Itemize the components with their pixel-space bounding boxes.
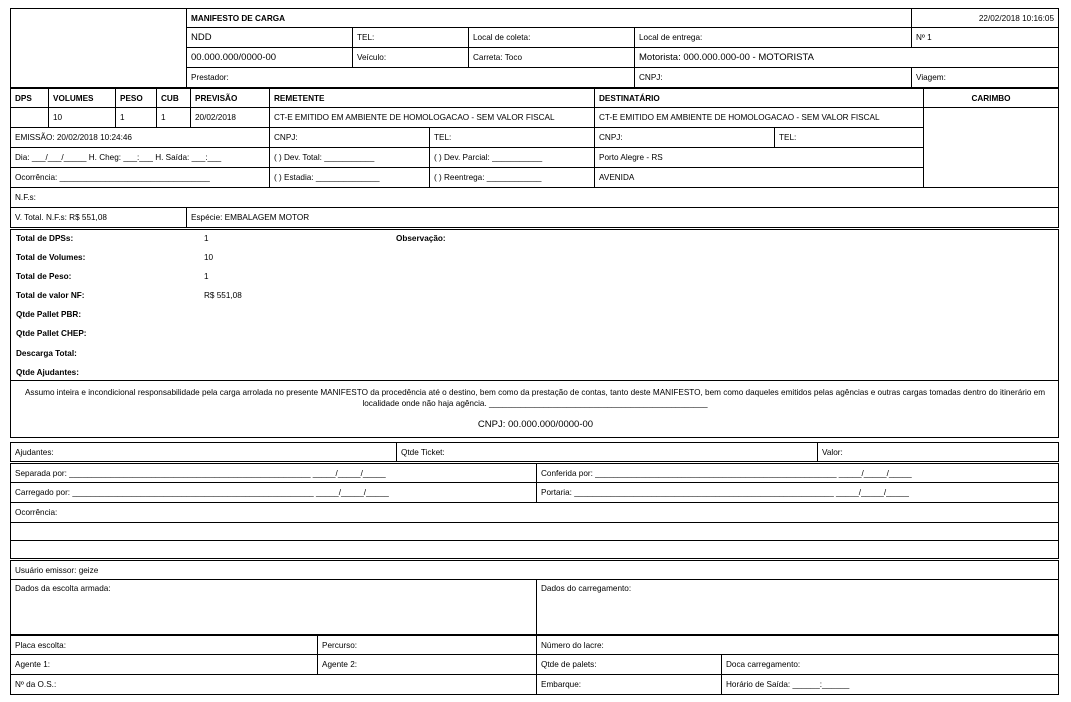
dev-total-field: ( ) Dev. Total: ___________ xyxy=(269,147,430,168)
col-header-peso: PESO xyxy=(115,88,157,108)
doca-field: Doca carregamento: xyxy=(721,654,1059,675)
valor-total-nfs: V. Total. N.F.s: R$ 551,08 xyxy=(10,207,187,228)
horario-saida-field: Horário de Saída: ______:______ xyxy=(721,674,1059,695)
carreta-field: Carreta: Toco xyxy=(468,47,635,68)
viagem-field: Viagem: xyxy=(911,67,1059,88)
ocorrencia-field: Ocorrência: _________________________________ xyxy=(10,167,270,188)
motorista-field: Motorista: 000.000.000-00 - MOTORISTA xyxy=(634,47,1059,68)
cell-dps xyxy=(10,107,49,128)
col-header-cub: CUB xyxy=(156,88,191,108)
declaration-cnpj: CNPJ: 00.000.000/0000-00 xyxy=(477,419,594,430)
tel-field: TEL: xyxy=(352,27,469,48)
dia-field: Dia: ___/___/_____ H. Cheg: ___:___ H. Saída: ___:___ xyxy=(10,147,270,168)
lacre-field: Número do lacre: xyxy=(536,635,1059,655)
observacao-label: Observação: xyxy=(396,234,446,243)
destinatario-tel: TEL: xyxy=(774,127,924,148)
destinatario-cidade: Porto Alegre - RS xyxy=(594,147,924,168)
separada-field: Separada por: _____________________________________________________ _____/_____/_____ xyxy=(10,463,537,483)
col-header-destinatario: DESTINATÁRIO xyxy=(594,88,924,108)
agente2-field: Agente 2: xyxy=(317,654,537,675)
total-label: Qtde Pallet CHEP: xyxy=(16,329,87,338)
destinatario-endereco: AVENIDA xyxy=(594,167,924,188)
ndd-field: NDD xyxy=(186,27,353,48)
header-cnpj-field: CNPJ: xyxy=(634,67,912,88)
logo-area xyxy=(10,8,187,88)
total-label: Descarga Total: xyxy=(16,349,77,358)
qtde-palets-field: Qtde de palets: xyxy=(536,654,722,675)
veiculo-field: Veículo: xyxy=(352,47,469,68)
valor-field: Valor: xyxy=(817,442,1059,462)
dev-parcial-field: ( ) Dev. Parcial: ___________ xyxy=(429,147,595,168)
cell-peso: 1 xyxy=(115,107,157,128)
placa-escolta-field: Placa escolta: xyxy=(10,635,318,655)
cell-volumes: 10 xyxy=(48,107,116,128)
total-value: 1 xyxy=(204,234,209,243)
manifest-datetime: 22/02/2018 10:16:05 xyxy=(911,8,1059,28)
col-header-volumes: VOLUMES xyxy=(48,88,116,108)
reentrega-field: ( ) Reentrega: ____________ xyxy=(429,167,595,188)
conferida-field: Conferida por: _____________________________________________________ _____/_____/_____ xyxy=(536,463,1059,483)
cell-destinatario: CT-E EMITIDO EM AMBIENTE DE HOMOLOGACAO - SEM VALOR FISCAL xyxy=(594,107,924,128)
nfs-field: N.F.s: xyxy=(10,187,1059,208)
total-label: Total de valor NF: xyxy=(16,291,85,300)
carregamento-field: Dados do carregamento: xyxy=(536,579,1059,635)
cell-remetente: CT-E EMITIDO EM AMBIENTE DE HOMOLOGACAO - SEM VALOR FISCAL xyxy=(269,107,595,128)
os-field: Nº da O.S.: xyxy=(10,674,537,695)
escolta-field: Dados da escolta armada: xyxy=(10,579,537,635)
total-value: R$ 551,08 xyxy=(204,291,242,300)
col-header-dps: DPS xyxy=(10,88,49,108)
prestador-field: Prestador: xyxy=(186,67,635,88)
total-value: 10 xyxy=(204,253,214,262)
agente1-field: Agente 1: xyxy=(10,654,318,675)
emissao-field: EMISSÃO: 20/02/2018 10:24:46 xyxy=(10,127,270,148)
carregado-field: Carregado por: _____________________________________________________ _____/_____/_____ xyxy=(10,482,537,503)
portaria-field: Portaria: _________________________________________________________ _____/_____/_____ xyxy=(536,482,1059,503)
blank-row xyxy=(10,540,1059,559)
local-entrega-field: Local de entrega: xyxy=(634,27,912,48)
col-header-remetente: REMETENTE xyxy=(269,88,595,108)
estadia-field: ( ) Estadia: ______________ xyxy=(269,167,430,188)
carimbo-box xyxy=(923,107,1059,188)
declaration-text: Assumo inteira e incondicional responsabilidade pela carga arrolada no presente MANIFESTO da procedência até o destino, bem como da prestação de contas, tanto deste MANIFESTO, bem como daqueles emitidos pelas agências e outras cargas tomadas dentro do itinerário em localidade onde não haja agência. ________________________________________________ xyxy=(24,388,1046,408)
total-label: Total de Peso: xyxy=(16,272,72,281)
manifest-title: MANIFESTO DE CARGA xyxy=(186,8,912,28)
remetente-cnpj: CNPJ: xyxy=(269,127,430,148)
cnpj-value: 00.000.000/0000-00 xyxy=(186,47,353,68)
col-header-previsao: PREVISÃO xyxy=(190,88,270,108)
blank-row xyxy=(10,522,1059,541)
especie-field: Espécie: EMBALAGEM MOTOR xyxy=(186,207,1059,228)
total-label: Qtde Pallet PBR: xyxy=(16,310,82,319)
numero-field: Nº 1 xyxy=(911,27,1059,48)
declaration-divider xyxy=(10,380,1059,381)
cell-previsao: 20/02/2018 xyxy=(190,107,270,128)
total-label: Total de Volumes: xyxy=(16,253,86,262)
total-label: Total de DPSs: xyxy=(16,234,74,243)
qtde-ticket-field: Qtde Ticket: xyxy=(396,442,818,462)
total-label: Qtde Ajudantes: xyxy=(16,368,79,377)
usuario-emissor: Usuário emissor: geize xyxy=(10,560,1059,580)
ocorrencia-footer-field: Ocorrência: xyxy=(10,502,1059,523)
destinatario-cnpj: CNPJ: xyxy=(594,127,775,148)
col-header-carimbo: CARIMBO xyxy=(923,88,1059,108)
ajudantes-field: Ajudantes: xyxy=(10,442,397,462)
local-coleta-field: Local de coleta: xyxy=(468,27,635,48)
remetente-tel: TEL: xyxy=(429,127,595,148)
embarque-field: Embarque: xyxy=(536,674,722,695)
cell-cub: 1 xyxy=(156,107,191,128)
percurso-field: Percurso: xyxy=(317,635,537,655)
total-value: 1 xyxy=(204,272,209,281)
